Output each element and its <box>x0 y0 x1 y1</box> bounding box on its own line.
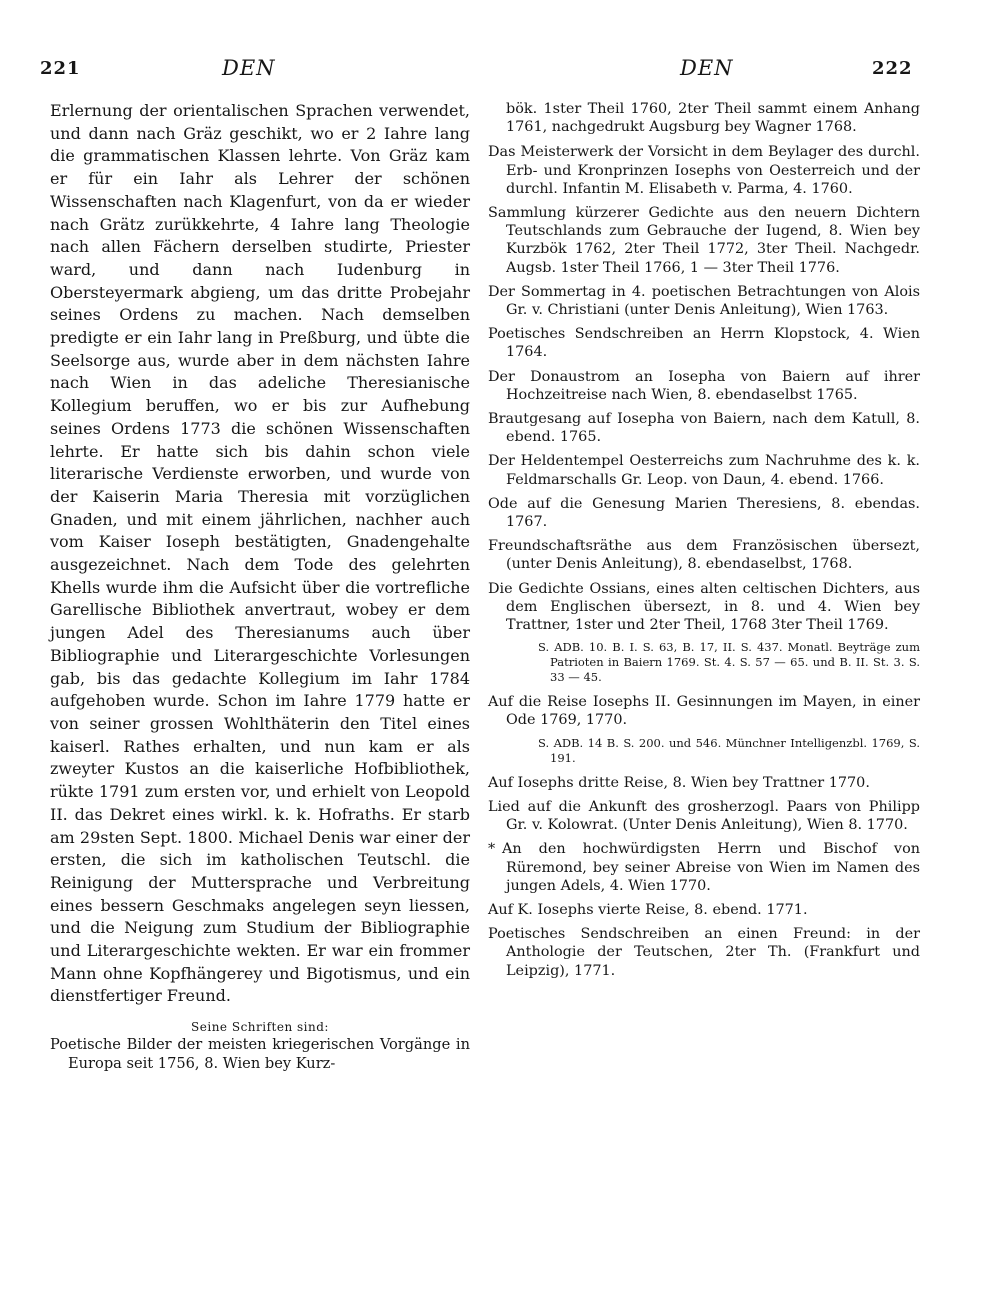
bibliography-entry: Das Meisterwerk der Vorsicht in dem Beylager des durchl. Erb- und Kronprinzen Iosephs von Oesterreich und der durchl. Infantin M. Elisabeth v. Parma, 4. 1760. <box>488 144 920 197</box>
reference-note: S. ADB. 14 B. S. 200. und 546. Münchner Intelligenzbl. 1769, S. 191. <box>538 735 920 765</box>
bibliography-entry: Poetisches Sendschreiben an Herrn Klopstock, 4. Wien 1764. <box>488 326 920 361</box>
bibliography-entry: Brautgesang auf Iosepha von Baiern, nach dem Katull, 8. ebend. 1765. <box>488 411 920 446</box>
bibliography-entry: Sammlung kürzerer Gedichte aus den neuern Dichtern Teutschlands zum Gebrauche der Iugend, 8. Wien bey Kurzbök 1762, 2ter Theil 1772, 3ter Theil. Nachgedr. Augsb. 1ster Theil 1766, 1 — 3ter Theil 1776. <box>488 205 920 276</box>
bibliography-entry: Ode auf die Genesung Marien Theresiens, 8. ebendas. 1767. <box>488 495 920 531</box>
writings-heading: Seine Schriften sind: <box>191 1020 329 1035</box>
bibliography-entry: Auf die Reise Iosephs II. Gesinnungen im Mayen, in einer Ode 1769, 1770. <box>488 694 920 729</box>
biography-paragraph: Erlernung der orientalischen Sprachen verwendet, und dann nach Gräz geschikt, wo er 2 Iahre lang die grammatischen Klassen lehrte. Von Gräz kam er für ein Iahr als Lehrer der schönen Wissenschaften nach Klagenfurt, von da er wieder nach Grätz zurükkehrte, 4 Iahre lang Theologie nach allen Fächern derselben studirte, Priester ward, und dann nach Iudenburg in Obersteyermark abgieng, um das dritte Probejahr seines Ordens zu machen. Nach demselben predigte er ein Iahr lang in Preßburg, und übte die Seelsorge aus, wurde aber in dem nächsten Iahre nach Wien in das adeliche Theresianische Kollegium beruffen, wo er bis zur Aufhebung seines Ordens 1773 die schönen Wissenschaften lehrte. Er hatte sich bis dahin schon viele literarische Verdienste erworben, und wurde von der Kaiserin Maria Theresia mit vorzüglichen Gnaden, und mit einem jährlichen, nachher auch vom Kaiser Ioseph bestätigten, Gnadengehalte ausgezeichnet. Nach dem Tode des gelehrten Khells wurde ihm die Aufsicht über die vortrefliche Garellische Bibliothek anvertraut, wobey er dem jungen Adel des Theresianums auch über Bibliographie und Literargeschichte Vorlesungen gab, bis das gedachte Kollegium im Iahr 1784 aufgehoben wurde. Schon im Iahre 1779 hatte er von seiner grossen Wohlthäterin den Titel eines kaiserl. Rathes erhalten, und nun kam er als zweyter Kustos an die kaiserliche Hofbibliothek, rükte 1791 zum ersten vor, und erhielt von Leopold II. das Dekret eines wirkl. k. k. Hofraths. Er starb am 29sten Sept. 1800. Michael Denis war einer der ersten, die sich im katholischen Teutschl. die Reinigung der Muttersprache und Verbreitung eines bessern Geschmaks angelegen seyn liessen, und die Neigung zum Studium der Bibliographie und Literargeschichte wekten. Er war ein frommer Mann ohne Kopfhängerey und Bigotismus, und ein dienstfertiger Freund. <box>50 101 470 1006</box>
bibliography-entry: Poetisches Sendschreiben an einen Freund: in der Anthologie der Teutschen, 2ter Th. (Frankfurt und Leipzig), 1771. <box>488 926 920 979</box>
bibliography-entry: Der Sommertag in 4. poetischen Betrachtungen von Alois Gr. v. Christiani (unter Denis Anleitung), Wien 1763. <box>488 283 920 319</box>
bibliography-entry: Poetische Bilder der meisten kriegerischen Vorgänge in Europa seit 1756, 8. Wien bey Kurz- <box>50 1036 470 1072</box>
star-mark: * <box>488 841 496 858</box>
page-header <box>0 58 1000 90</box>
bibliography-entry: Auf K. Iosephs vierte Reise, 8. ebend. 1771. <box>488 901 808 918</box>
right-column <box>488 100 920 986</box>
bibliography-entry: Der Donaustrom an Iosepha von Baiern auf ihrer Hochzeitreise nach Wien, 8. ebendaselbst 1765. <box>488 368 920 403</box>
left-page-number: 221 <box>40 58 81 79</box>
starred-bibliography-entry <box>488 840 920 895</box>
entry-continuation: bök. 1ster Theil 1760, 2ter Theil sammt einem Anhang 1761, nachgedrukt Augsburg bey Wagner 1768. <box>506 101 920 136</box>
right-page-number: 222 <box>872 58 913 79</box>
left-column <box>50 100 470 1079</box>
bibliography-entry: Die Gedichte Ossians, eines alten celtischen Dichters, aus dem Englischen übersezt, in 8. und 4. Wien bey Trattner, 1ster und 2ter Theil, 1768 3ter Theil 1769. <box>488 580 920 634</box>
bibliography-entry: Der Heldentempel Oesterreichs zum Nachruhme des k. k. Feldmarschalls Gr. Leop. von Daun, 4. ebend. 1766. <box>488 453 920 488</box>
right-running-title: DEN <box>680 56 734 80</box>
reference-note: S. ADB. 10. B. I. S. 63, B. 17, II. S. 437. Monatl. Beyträge zum Patrioten in Baiern 1769. St. 4. S. 57 — 65. und B. II. St. 3. S. 33 — 45. <box>538 640 920 685</box>
left-running-title: DEN <box>222 56 276 80</box>
bibliography-entry: Freundschaftsräthe aus dem Französischen übersezt, (unter Denis Anleitung), 8. ebendaselbst, 1768. <box>488 538 920 573</box>
bibliography-entry: Lied auf die Ankunft des grosherzogl. Paars von Philipp Gr. v. Kolowrat. (Unter Denis Anleitung), Wien 8. 1770. <box>488 798 920 834</box>
bibliography-entry: Auf Iosephs dritte Reise, 8. Wien bey Trattner 1770. <box>488 774 870 791</box>
starred-entry-text: An den hochwürdigsten Herrn und Bischof von Rüremond, bey seiner Abreise von Wien im Namen des jungen Adels, 4. Wien 1770. <box>502 841 920 894</box>
